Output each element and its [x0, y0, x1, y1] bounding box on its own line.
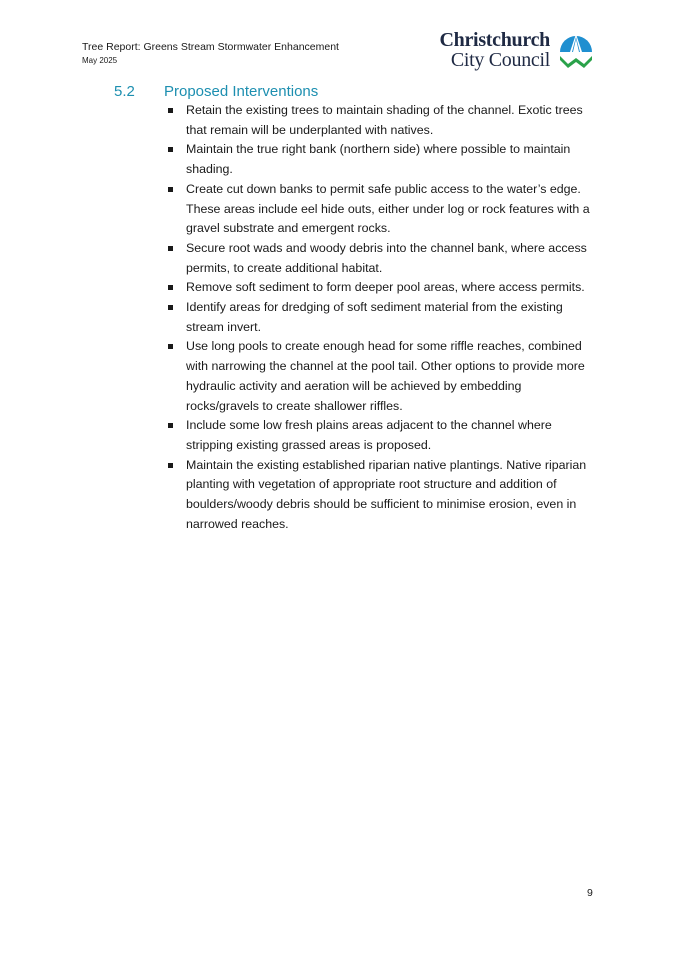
interventions-list [165, 101, 597, 534]
square-bullet-icon [168, 285, 173, 290]
list-item-text: Create cut down banks to permit safe public access to the water’s edge. These areas include eel hide outs, either under log or rock features with a gravel substrate and emergent rocks. [186, 181, 590, 236]
square-bullet-icon [168, 187, 173, 192]
list-item-text: Maintain the existing established riparian native plantings. Native riparian planting with vegetation of appropriate root structure and addition of boulders/woody debris should be sufficient to minimise erosion, even in narrowed reaches. [186, 457, 587, 531]
logo-line-2: City Council [450, 49, 550, 71]
report-title: Tree Report: Greens Stream Stormwater Enhancement [82, 41, 339, 53]
square-bullet-icon [168, 108, 173, 113]
list-item-text: Include some low fresh plains areas adjacent to the channel where stripping existing grassed areas is proposed. [186, 418, 552, 452]
section-heading [114, 83, 318, 101]
square-bullet-icon [168, 147, 173, 152]
square-bullet-icon [168, 423, 173, 428]
report-date: May 2025 [82, 56, 118, 65]
list-item [165, 337, 597, 416]
section-number: 5.2 [114, 83, 135, 100]
logo-line-1: Christchurch [439, 29, 550, 51]
square-bullet-icon [168, 305, 173, 310]
council-logo [428, 29, 598, 73]
square-bullet-icon [168, 344, 173, 349]
list-item [165, 278, 597, 298]
square-bullet-icon [168, 463, 173, 468]
list-item [165, 239, 597, 278]
section-title: Proposed Interventions [164, 83, 319, 100]
list-item-text: Identify areas for dredging of soft sediment material from the existing stream invert. [186, 300, 563, 334]
list-item [165, 416, 597, 455]
list-item-text: Remove soft sediment to form deeper pool areas, where access permits. [186, 280, 585, 295]
list-item [165, 101, 597, 140]
list-item [165, 180, 597, 239]
list-item-text: Secure root wads and woody debris into the channel bank, where access permits, to create additional habitat. [186, 240, 587, 275]
city-council-logo-icon [556, 30, 596, 70]
page-number: 9 [587, 887, 593, 899]
list-item-text: Maintain the true right bank (northern side) where possible to maintain shading. [186, 142, 571, 177]
square-bullet-icon [168, 246, 173, 251]
list-item-text: Use long pools to create enough head for some riffle reaches, combined with narrowing the channel at the pool tail. Other options to provide more hydraulic activity and aeration will be achieved by embedding rocks/gravels to create shallower riffles. [186, 339, 585, 413]
list-item [165, 140, 597, 179]
list-item-text: Retain the existing trees to maintain shading of the channel. Exotic trees that remain will be underplanted with natives. [186, 103, 583, 137]
list-item [165, 456, 597, 535]
list-item [165, 298, 597, 337]
